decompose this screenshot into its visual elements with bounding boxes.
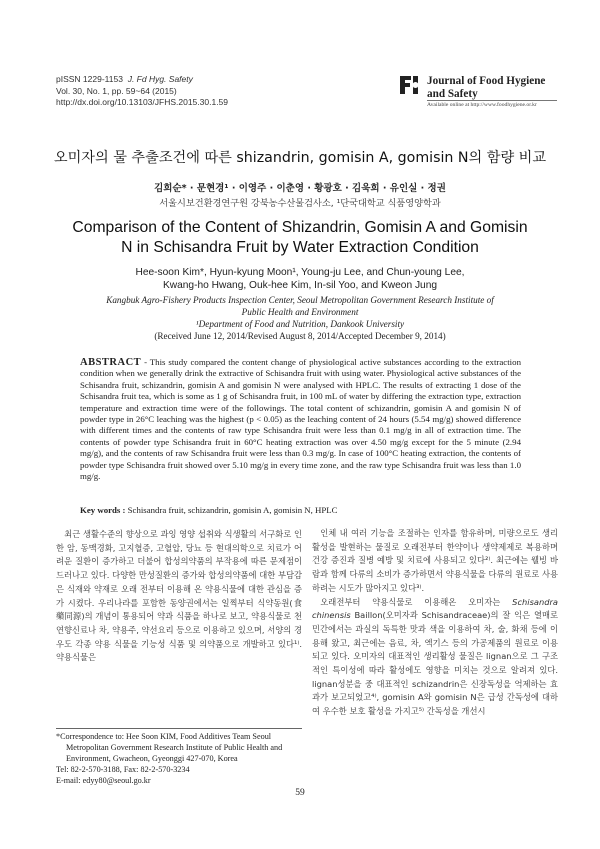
affiliation-english: Kangbuk Agro-Fishery Products Inspection Center, Seoul Metropolitan Government Research Institute of Public Health and Environment ¹Department of Food and Nutrition, Dankook University: [106, 295, 494, 329]
email-link[interactable]: E-mail: edyy80@seoul.go.kr: [56, 776, 151, 785]
page-number: 59: [295, 788, 305, 798]
body-paragraph: 최근 생활수준의 향상으로 과잉 영양 섭취와 식생활의 서구화로 인한 암, 동맥경화, 고지혈증, 고혈압, 당뇨 등 현대의학으로 치료가 어려운 질환이 증가하고 더불어 합성의약품의 부작용에 따른 문제점이 드러나고 있다. 다양한 만성질환의 증가와 합성의약품에 대한 부담감은 식재와 약재로 오래 전부터 이용해 온 약용식물에 대한 관심을 증가 시켰다. 우리나라를 포함한 동양권에서는 일찍부터 식약동원(食藥同源)의 개념이 통용되어 약과 식품을 하나로 보고, 약용식물로 천연향신료나 차, 약용주, 약선요리 등으로 이용하고 있으며, 서양의 경우도 각종 약용 식물을 기능성 식품 및 의약품으로 개발하고 있다¹⁾. 약용식물은: [56, 529, 302, 663]
keywords-label: Key words :: [80, 505, 126, 515]
footnote-divider: [56, 728, 302, 729]
journal-logo-icon: [396, 72, 422, 98]
journal-logo-block: [396, 72, 556, 120]
keywords: [80, 505, 521, 515]
received-dates: (Received June 12, 2014/Revised August 8, 2014/Accepted December 9, 2014): [154, 331, 446, 341]
journal-name: Journal of Food Hygiene and Safety: [427, 75, 546, 100]
body-column-left: [56, 528, 302, 665]
abstract-text: - This study compared the content change of physiological active substances according to the extraction condition when we generally drink the extractive of Schisandra fruit with using water. Physiological active substances of the Schisandra fruit, schizandrin, gomisin A and gomisin N were analysed with HPLC. The results of extracting 1 dose of the Schisandra fruit tea, which is some as 1 g of Schisandra fruit, in 100 mL of water by differing the extraction type, extraction temperature and extraction time were of the followings. The total content of schizandrin, gomisin A and gomisin N of powder type in 26°C leaching was the highest (p < 0.05) as the leaching content of 24 hours (5.54 mg/g) showed difference with different times and the contents of raw type Schisandra fruit were less than 0.1 mg/g in all of extraction time. The contents of powder type Schisandra fruit in 60°C heating extraction was over 4.50 mg/g except for the 5 minute (2.94 mg/g), and the contents of raw Schisandra fruit were less than 0.3 mg/g. In case of 100°C heating extraction, the contents of powder type Schisandra fruit showed over 5.10 mg/g in every time zone, and the raw type Schisandra fruit was less than 1.0 mg/g.: [80, 357, 521, 482]
abstract-label: ABSTRACT: [80, 357, 142, 368]
journal-url[interactable]: Available online at http://www.foodhygiene.or.kr: [427, 102, 537, 108]
volume-info: Vol. 30, No. 1, pp. 59~64 (2015): [56, 85, 177, 96]
body-paragraph: 인체 내 여러 기능을 조절하는 인자를 함유하며, 미량으로도 생리활성을 발현하는 물질로 오래전부터 한약이나 생약제제로 복용하며 건강 증진과 질병 예방 및 치료에 사용되고 있다²⁾. 최근에는 웰빙 바람과 함께 다류의 소비가 증가하면서 약용식물을 다류의 원료로 사용하려는 시도가 많아지고 있다³⁾.: [312, 528, 558, 593]
body-column-right: [312, 527, 558, 719]
journal-divider: [427, 100, 557, 101]
authors-english: Hee-soon Kim*, Hyun-kyung Moon¹, Young-ju Lee, and Chun-young Lee, Kwang-ho Hwang, Ouk-hee Kim, In-sil Yoo, and Kweon Jung: [135, 267, 465, 291]
journal-metadata: [56, 74, 228, 109]
issn: pISSN 1229-1153: [56, 74, 123, 84]
species-name: Schisandra chinensis: [312, 596, 558, 621]
journal-abbrev: J. Fd Hyg. Safety: [127, 74, 193, 84]
correspondence-footnote: *Correspondence to: Hee Soon KIM, Food Additives Team Seoul Metropolitan Government Research Institute of Public Health and Environment, Gwacheon, Gyeonggi 427-070, Korea Tel: 82-2-570-3188, Fax: 82-2-570-3234 E-mail: edyy80@seoul.go.kr: [56, 731, 302, 786]
keywords-text: Schisandra fruit, schizandrin, gomisin A, gomisin N, HPLC: [125, 505, 338, 515]
body-paragraph: 오래전부터 약용식물로 이용해온 오미자는 Schisandra chinensis Baillon(오미자과 Schisandraceae)의 잘 익은 열매로 민간에서는 과실의 독특한 맛과 색을 이용하여 차, 술, 화채 등에 이용해 왔고, 최근에는 음료, 차, 엑기스 등의 가공제품의 원료로 이용되고 있다. 오미자의 대표적인 생리활성 물질은 lignan으로 그 구조적인 특이성에 따라 활성에도 영향을 미치는 것으로 알려져 있다. lignan성분을 중 대표적인 schizandrin은 신장독성을 억제하는 효과가 보고되었고⁴⁾, gomisin A와 gomisin N은 급성 간독성에 대하여 우수한 보호 활성을 가지고⁵⁾ 간독성을 개선시: [312, 596, 558, 717]
abstract: [80, 357, 521, 482]
affiliation-korean: 서울시보건환경연구원 강북농수산물검사소, ¹단국대학교 식품영양학과: [159, 198, 441, 209]
title-korean: 오미자의 물 추출조건에 따른 shizandrin, gomisin A, gomisin N의 함량 비교: [53, 150, 547, 166]
authors-korean: 김희순* · 문현경¹ · 이영주 · 이춘영 · 황광호 · 김욱희 · 유인실 · 정권: [154, 183, 446, 194]
doi-link[interactable]: http://dx.doi.org/10.13103/JFHS.2015.30.1.59: [56, 97, 229, 107]
title-english: Comparison of the Content of Shizandrin, Gomisin A and Gomisin N in Schisandra Fruit by Water Extraction Condition: [72, 219, 528, 256]
